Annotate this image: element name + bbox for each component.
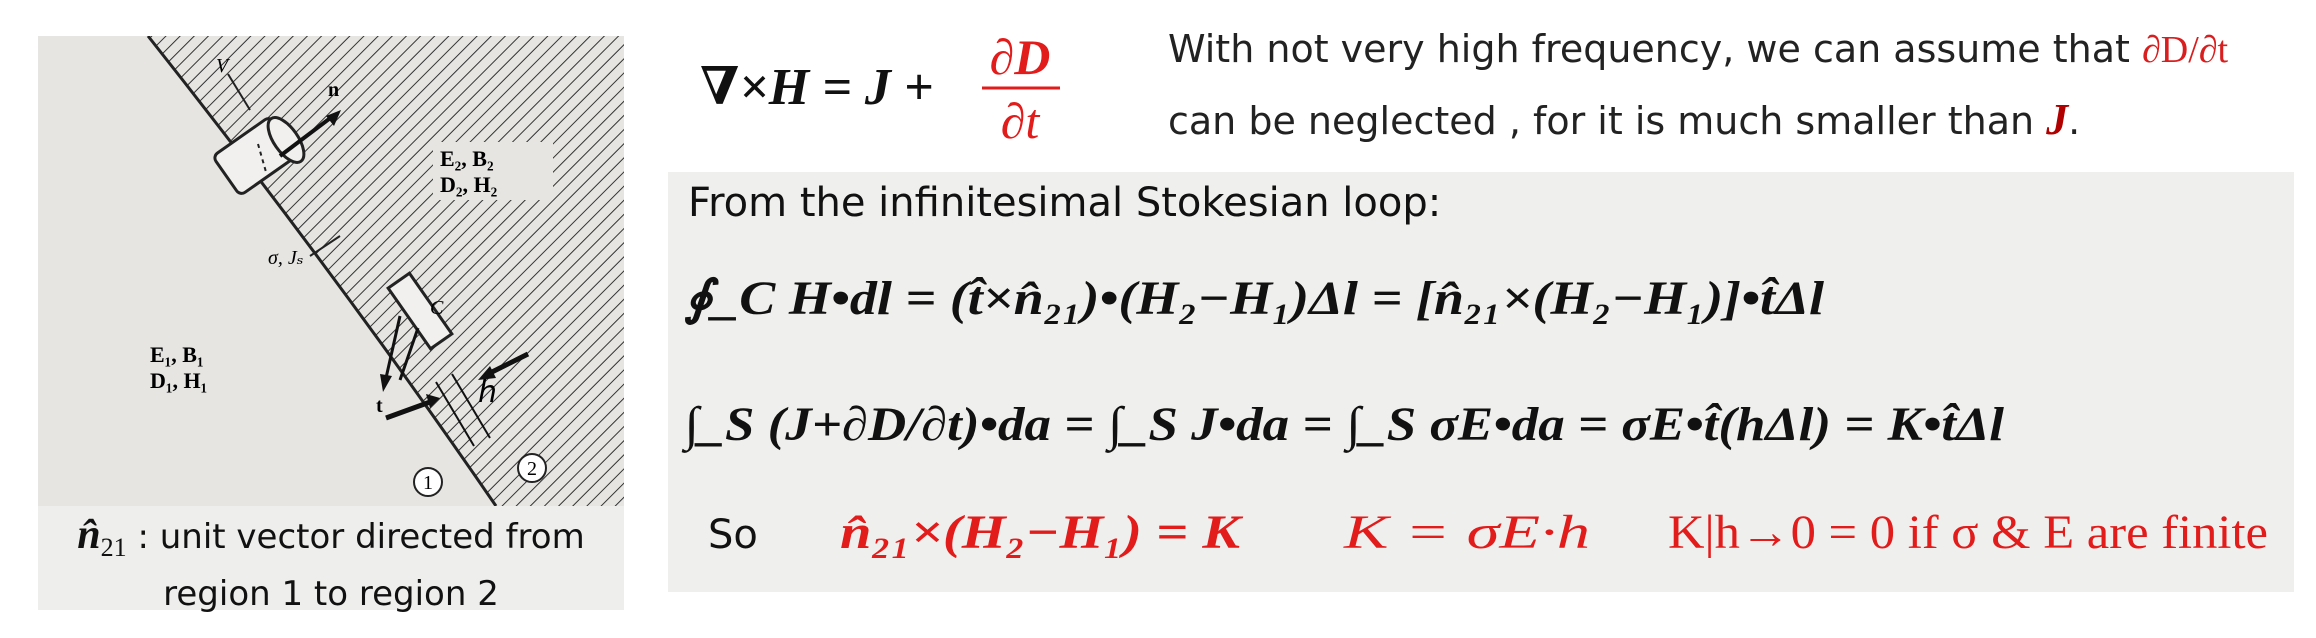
svg-text:D₂, H₂: D₂, H₂ (440, 172, 498, 197)
region-2-fields (433, 142, 553, 200)
label-C: C (430, 297, 444, 319)
region-1-marker (414, 468, 442, 496)
svg-text:E₁, B₁: E₁, B₁ (150, 342, 204, 367)
region-2-hatched (148, 36, 624, 506)
svg-text:1: 1 (423, 472, 433, 494)
note-line2-end: . (2068, 99, 2081, 143)
svg-text:2: 2 (527, 458, 537, 480)
label-h: h (478, 375, 498, 410)
caption-subscript: 21 (100, 532, 127, 562)
svg-text:E₂, B₂: E₂, B₂ (440, 146, 494, 171)
svg-text:D₁, H₁: D₁, H₁ (150, 368, 208, 393)
equation-numerator: ∂D (989, 29, 1051, 85)
caption-line1: : unit vector directed from (137, 517, 585, 557)
boundary-condition-result: n̂₂₁×(H₂−H₁) = K (840, 506, 1244, 559)
caption-n-hat: n̂ (77, 512, 101, 558)
finite-limit-statement: K|h→0 = 0 if σ & E are finite (1668, 506, 2268, 559)
surface-current-definition: K = σE·h (1342, 506, 1590, 559)
figure-caption (38, 506, 624, 614)
boundary-figure (38, 36, 624, 614)
equation-lhs: ∇×H = J + (700, 59, 934, 116)
label-surface-charge-current: σ, Jₛ (268, 247, 304, 269)
equation-denominator: ∂t (1000, 93, 1040, 148)
note-line2-math: J (2046, 95, 2069, 144)
stokes-equation: ∮_C H•dl = (t̂×n̂₂₁)•(H₂−H₁)Δl = [n̂₂₁×(H₂−H₁)]•t̂Δl (684, 272, 1825, 325)
caption-line2: region 1 to region 2 (163, 573, 499, 614)
note-line2-text: can be neglected , for it is much smaller than (1168, 99, 2047, 143)
note-line1-text: With not very high frequency, we can assume that (1168, 27, 2142, 71)
surface-integral-equation: ∫_S (J+∂D/∂t)•da = ∫_S J•da = ∫_S σE•da = σE•t̂(hΔl) = K•t̂Δl (684, 398, 1882, 451)
panel-heading: From the infinitesimal Stokesian loop: (688, 180, 1442, 226)
so-label: So (708, 512, 758, 558)
derivation-panel (668, 172, 2294, 592)
region-1-fields (150, 342, 207, 393)
label-t: t (376, 395, 383, 417)
region-2-marker (518, 454, 546, 482)
label-V: V (216, 55, 229, 77)
frequency-note (1168, 14, 2288, 156)
note-line1-math: ∂D/∂t (2141, 29, 2229, 71)
ampere-maxwell-equation (700, 18, 1080, 148)
label-n: n (328, 79, 340, 101)
